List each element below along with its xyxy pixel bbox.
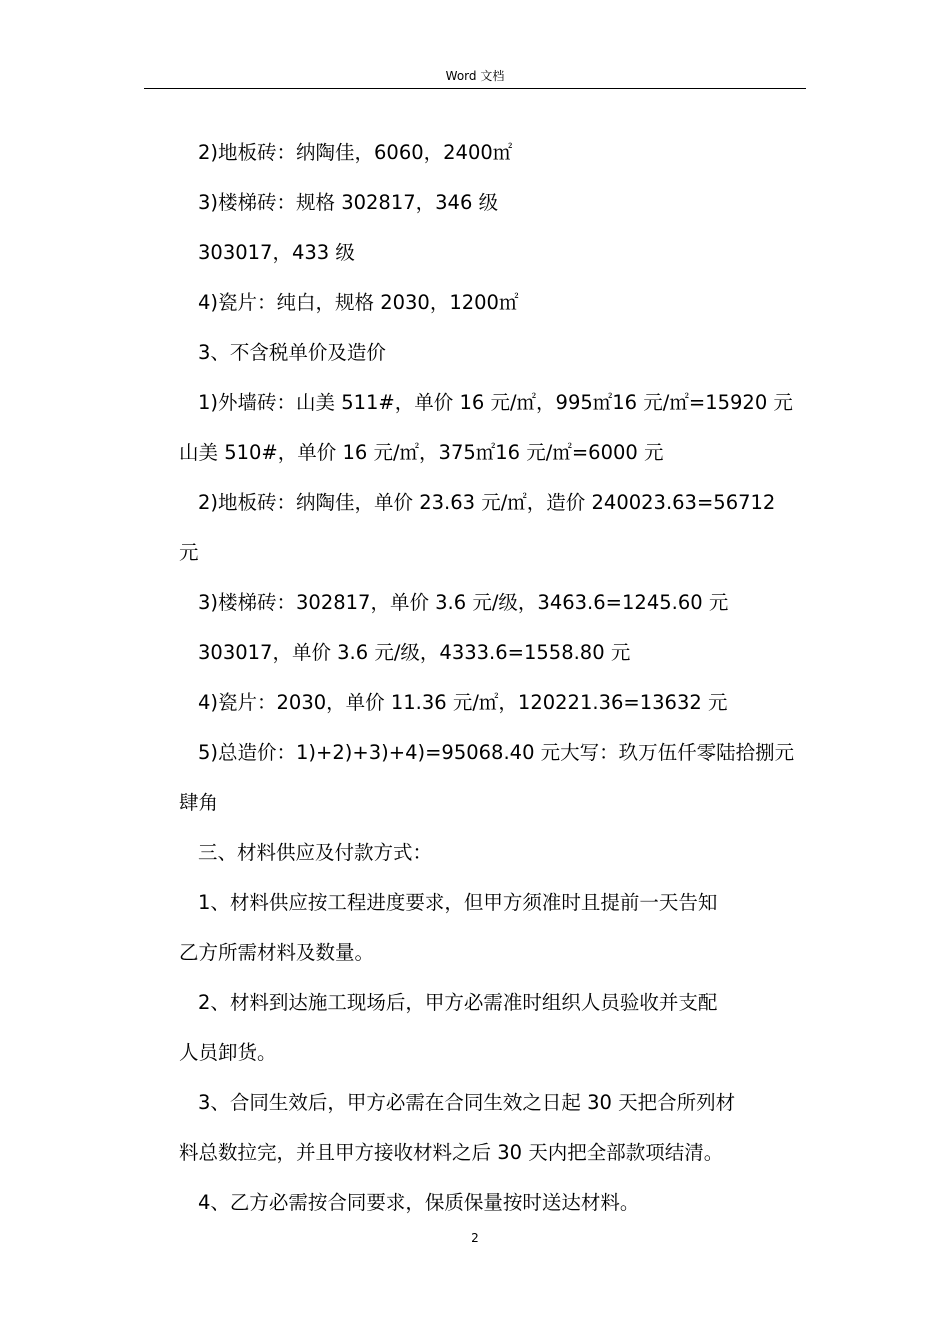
text-line: 山美 510#，单价 16 元/㎡，375㎡16 元/㎡=6000 元 — [179, 441, 664, 464]
text-line: 5)总造价：1)+2)+3)+4)=95068.40 元大写：玖万伍仟零陆拾捌元 — [198, 741, 795, 764]
text-line: 4)瓷片：纯白，规格 2030，1200㎡ — [198, 291, 519, 314]
text-line: 303017，单价 3.6 元/级，4333.6=1558.80 元 — [198, 641, 631, 664]
text-line: 三、材料供应及付款方式： — [198, 841, 433, 864]
text-line: 1)外墙砖：山美 511#，单价 16 元/㎡，995㎡16 元/㎡=15920 元 — [198, 391, 793, 414]
text-line: 1、材料供应按工程进度要求，但甲方须准时且提前一天告知 — [198, 891, 718, 914]
text-line: 3)楼梯砖：规格 302817，346 级 — [198, 191, 499, 214]
page-header — [144, 68, 806, 89]
text-line: 2)地板砖：纳陶佳，6060，2400㎡ — [198, 141, 513, 164]
text-line: 4、乙方必需按合同要求，保质保量按时送达材料。 — [198, 1191, 640, 1214]
text-line: 3、不含税单价及造价 — [198, 341, 386, 364]
text-line: 人员卸货。 — [179, 1041, 277, 1064]
text-line: 3)楼梯砖：302817，单价 3.6 元/级，3463.6=1245.60 元 — [198, 591, 729, 614]
text-line: 2)地板砖：纳陶佳，单价 23.63 元/㎡，造价 240023.63=56712 — [198, 491, 776, 514]
text-line: 元 — [179, 541, 199, 564]
text-line: 乙方所需材料及数量。 — [179, 941, 375, 964]
text-line: 2、材料到达施工现场后，甲方必需准时组织人员验收并支配 — [198, 991, 718, 1014]
text-line: 料总数拉完，并且甲方接收材料之后 30 天内把全部款项结清。 — [179, 1141, 724, 1164]
text-line: 肆角 — [179, 791, 219, 814]
text-line: 303017，433 级 — [198, 241, 355, 264]
header-title: Word 文档 — [445, 69, 505, 83]
document-body — [179, 128, 811, 1228]
page-number-text: 2 — [471, 1231, 479, 1245]
page-number — [0, 1230, 950, 1246]
text-line: 3、合同生效后，甲方必需在合同生效之日起 30 天把合所列材 — [198, 1091, 736, 1114]
text-line: 4)瓷片：2030，单价 11.36 元/㎡，120221.36=13632 元 — [198, 691, 728, 714]
